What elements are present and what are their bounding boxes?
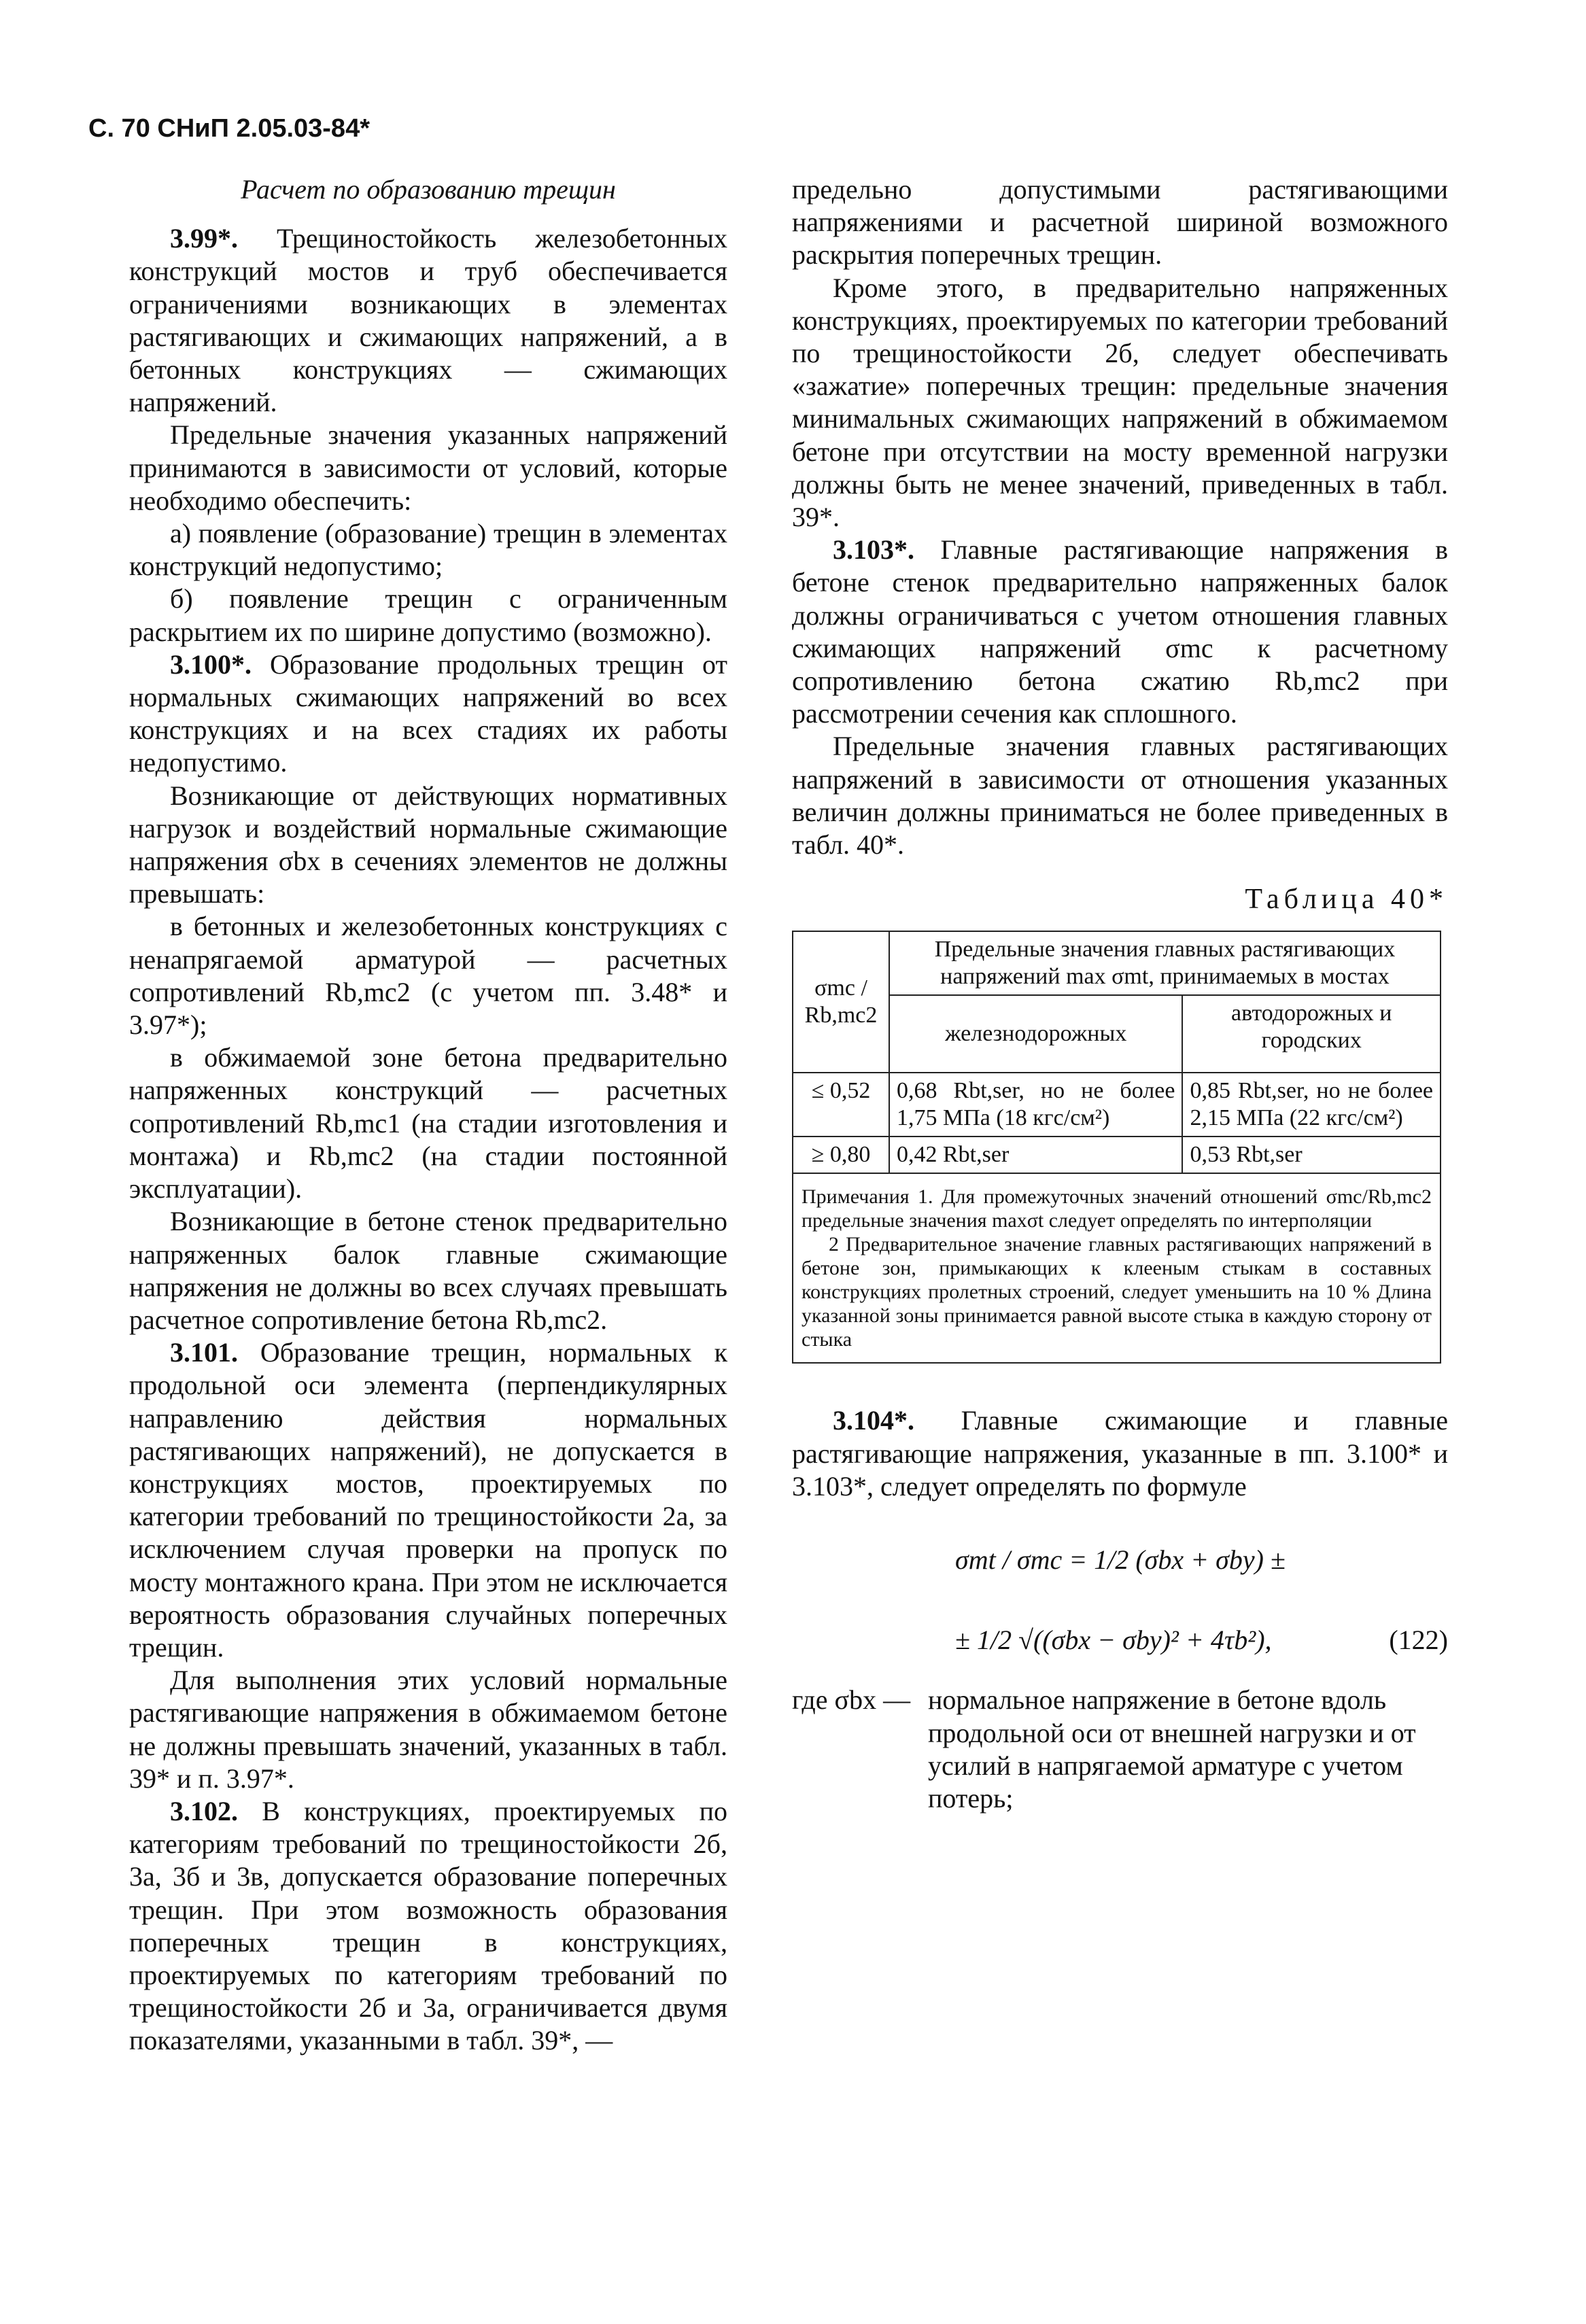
paragraph-3-99 [129,222,727,419]
paragraph: в бетонных и железобетонных конструкциях с ненапрягаемой арматурой — расчетных сопротивлений Rb,mc2 (с учетом пп. 3.48* и 3.97*); [129,911,727,1041]
paragraph: Возникающие от действующих нормативных нагрузок и воздействий нормальные сжимающие напряжения σbx в сечениях элементов не должны превышать: [129,780,727,909]
paragraph: предельно допустимыми растягивающими напряжениями и расчетной шириной возможного раскрытия поперечных трещин. [792,174,1448,271]
header-ratio: σmc / Rb,mc2 [793,931,889,1073]
right-column [792,173,1448,1815]
left-column [129,173,727,2058]
cell-rail: 0,42 Rbt,ser [889,1137,1182,1173]
paragraph: а) появление (образование) трещин в элементах конструкций недопустимо; [129,518,727,582]
clause-number: 3.101. [170,1337,238,1368]
formula-line-2: ± 1/2 √((σbx − σby)² + 4τb²), [955,1625,1272,1656]
clause-number: 3.99*. [170,223,238,254]
clause-text: Образование продольных трещин от нормальных сжимающих напряжений во всех конструкциях и на всех стадиях их работы недопустимо. [129,648,727,778]
table-title: Таблица 40* [1245,884,1448,916]
paragraph-3-104 [792,1404,1448,1503]
clause-text: Образование трещин, нормальных к продольной оси элемента (перпендикулярных направлению действия нормальных растягивающих напряжений), не допускается в конструкциях мостов, проектируемых по категории требований по трещиностойкости 2а, за исключением случая проверки на пропуск по мосту монтажного крана. При этом не исключается вероятность образования случайных поперечных трещин. [129,1337,727,1663]
formula-number: (122) [1389,1625,1448,1656]
paragraph: б) появление трещин с ограниченным раскрытием их по ширине допустимо (возможно). [129,583,727,647]
header-road: автодорожных и городских [1182,995,1441,1073]
paragraph: Кроме этого, в предварительно напряженных конструкциях, проектируемых по категории требований по трещиностойкости 2б, следует обеспечивать «зажатие» поперечных трещин: предельные значения минимальных сжимающих напряжений в обжимаемом бетоне при отсутствии на мосту временной нагрузки должны быть не менее значений, приведенных в табл. 39*. [792,272,1448,533]
where-text: нормальное напряжение в бетоне вдоль продольной оси от внешней нагрузки и от усилий в напрягаемой арматуре с учетом потерь; [928,1684,1416,1814]
formula-line-1: σmt / σmc = 1/2 (σbx + σby) ± [955,1544,1286,1576]
paragraph: Предельные значения указанных напряжений принимаются в зависимости от условий, которые необходимо обеспечить: [129,419,727,516]
formula-row [792,1624,1448,1657]
table-40 [792,931,1441,1364]
paragraph: Предельные значения главных растягивающих напряжений в зависимости от отношения указанных величин должны приниматься не более приведенных в табл. 40*. [792,731,1448,861]
paragraph: Для выполнения этих условий нормальные растягивающие напряжения в обжимаемом бетоне не должны превышать значений, указанных в табл. 39* и п. 3.97*. [129,1665,727,1794]
table-note-1: Примечания 1. Для промежуточных значений отношений σmc/Rb,mc2 предельные значения maxσt следует определять по интерполяции [801,1185,1432,1232]
header-group: Предельные значения главных растягивающих напряжений max σmt, принимаемых в мостах [889,931,1441,995]
paragraph-3-101 [129,1336,727,1664]
where-clause [792,1684,1448,1815]
cell-rail: 0,68 Rbt,ser, но не более 1,75 МПа (18 кгс/см²) [889,1073,1182,1137]
paragraph-3-103 [792,534,1448,730]
paragraph-3-100 [129,648,727,780]
clause-number: 3.100*. [170,648,252,680]
cell-ratio: ≥ 0,80 [793,1137,889,1173]
paragraph: Возникающие в бетоне стенок предварительно напряженных балок главные сжимающие напряжения не должны во всех случаях превышать расчетное сопротивление бетона Rb,mc2. [129,1206,727,1335]
clause-text: Главные сжимающие и главные растягивающие напряжения, указанные в пп. 3.100* и 3.103*, следует определять по формуле [792,1405,1448,1502]
cell-ratio: ≤ 0,52 [793,1073,889,1137]
cell-road: 0,85 Rbt,ser, но не более 2,15 МПа (22 кгс/см²) [1182,1073,1441,1137]
header-rail: железнодорожных [889,995,1182,1073]
paragraph: в обжимаемой зоне бетона предварительно напряженных конструкций — расчетных сопротивлений Rb,mc1 (на стадии изготовления и монтажа) и Rb,mc2 (на стадии постоянной эксплуатации). [129,1042,727,1204]
where-label: где σbx — [792,1684,911,1716]
table-note-2: 2 Предварительное значение главных растягивающих напряжений в бетоне зон, примыкающих к клееным стыкам в составных конструкциях пролетных строений, следует уменьшить на 10 % Длина указанной зоны принимается равной высоте стыка в каждую сторону от стыка [801,1233,1432,1351]
clause-number: 3.102. [170,1795,238,1826]
paragraph-3-102 [129,1795,727,2058]
clause-number: 3.104*. [833,1405,914,1436]
section-subtitle: Расчет по образованию трещин [241,174,616,205]
clause-text: Главные растягивающие напряжения в бетоне стенок предварительно напряженных балок должны ограничиваться с учетом отношения главных сжимающих напряжений σmc к расчетному сопротивлению бетона сжатию Rb,mc2 при рассмотрении сечения как сплошного. [792,534,1448,729]
clause-number: 3.103*. [833,534,914,566]
clause-text: В конструкциях, проектируемых по категориям требований по трещиностойкости 2б, 3а, 3б и 3в, допускается образование поперечных трещин. При этом возможность образования поперечных трещин в конструкциях, проектируемых по категориям требований по трещиностойкости 2б и 3а, ограничивается двумя показателями, указанными в табл. 39*, — [129,1795,727,2056]
table-notes [793,1173,1441,1363]
cell-road: 0,53 Rbt,ser [1182,1137,1441,1173]
clause-text: Трещиностойкость железобетонных конструкций мостов и труб обеспечивается ограничениями возникающих в элементах растягивающих и сжимающих напряжений, а в бетонных конструкциях — сжимающих напряжений. [129,223,727,418]
page-header: С. 70 СНиП 2.05.03-84* [88,114,370,143]
